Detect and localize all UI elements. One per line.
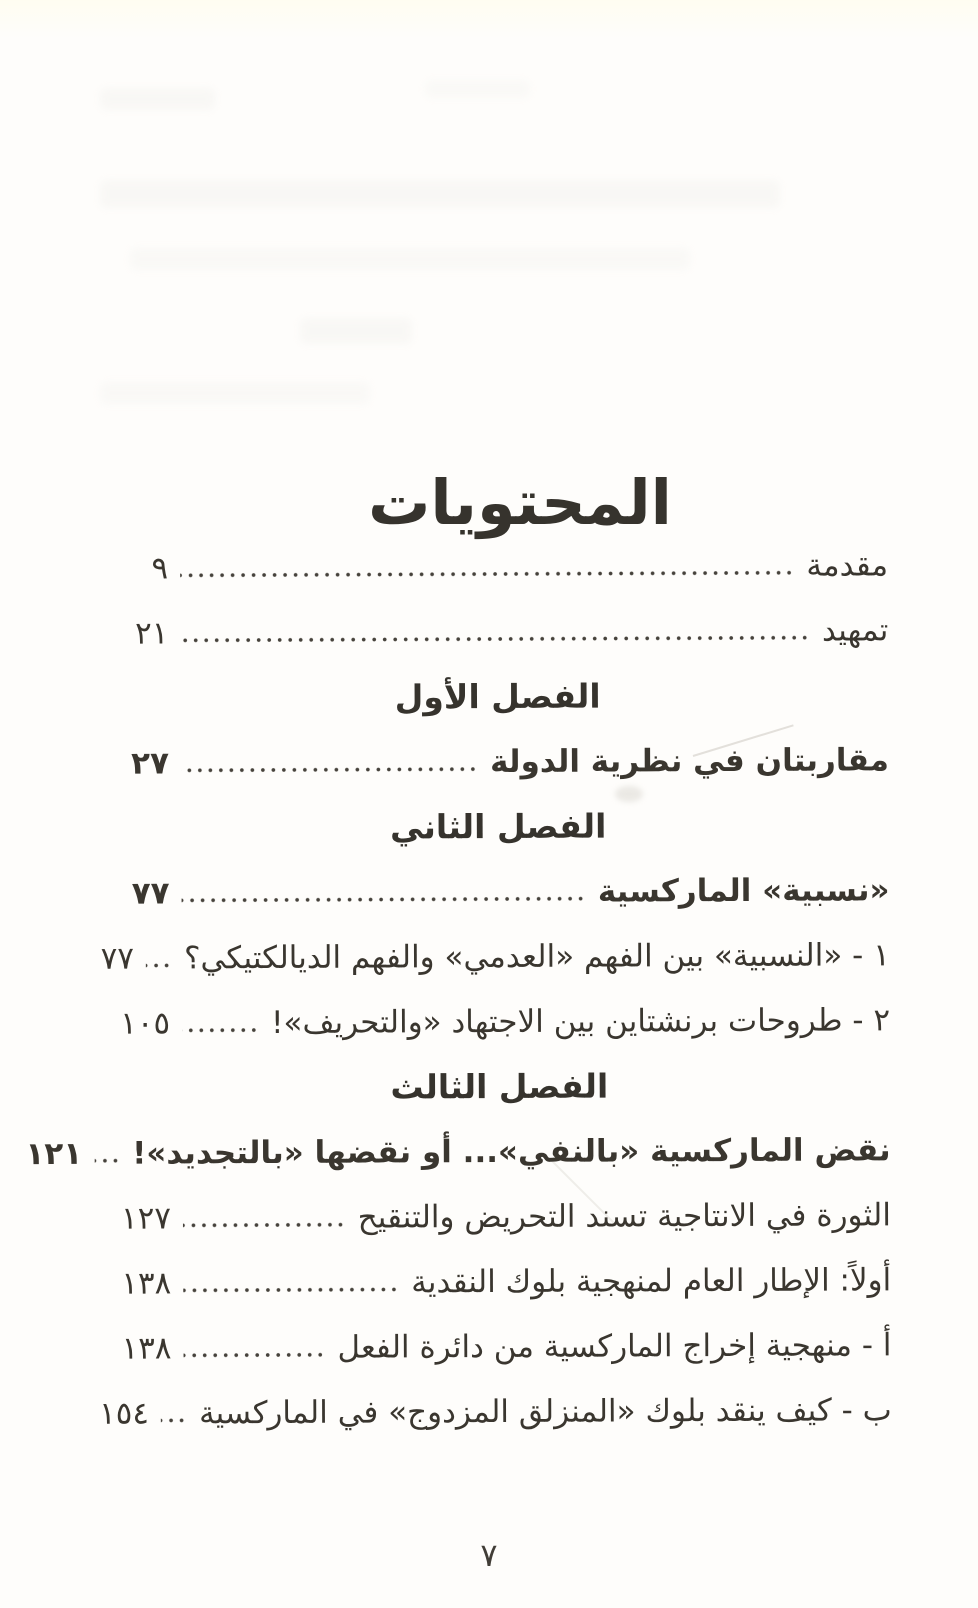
toc-entry <box>98 1388 892 1435</box>
toc-entry-title: أ - منهجية إخراج الماركسية من دائرة الفعل <box>337 1327 892 1366</box>
toc-entry <box>109 1193 891 1240</box>
toc-entry-title: ١ - «النسبية» بين الفهم «العدمي» والفهم الديالكتيكي؟ <box>183 937 890 977</box>
dot-leader <box>180 567 794 582</box>
dot-leader <box>184 1349 326 1362</box>
chapter-heading: الفصل الثالث <box>390 1066 609 1107</box>
toc-entry <box>108 998 890 1045</box>
dot-leader <box>181 763 478 776</box>
toc-entry-page-number: ١٣٨ <box>121 1265 172 1302</box>
toc-entry-page-number: ٢٧ <box>131 745 170 782</box>
toc-entry-page-number: ٩ <box>151 550 169 587</box>
dot-leader <box>94 1155 120 1167</box>
toc-entry-title: ٢ - طروحات برنشتاين بين الاجتهاد «والتحريف»! <box>270 1002 891 1041</box>
toc-entry <box>107 738 889 785</box>
dot-leader <box>183 1219 346 1232</box>
toc-entry-page-number: ١٢٧ <box>120 1200 172 1237</box>
toc-entry-page-number: ١٢١ <box>25 1135 83 1173</box>
toc-entry-page-number: ١٣٨ <box>121 1330 172 1367</box>
toc-entry <box>106 608 888 655</box>
toc-entry <box>107 868 889 915</box>
toc-list <box>25 543 892 1456</box>
dot-leader <box>183 1283 399 1296</box>
dot-leader <box>146 959 172 971</box>
toc-entry-title: الثورة في الانتاجية تسند التحريض والتنقيح <box>357 1197 892 1236</box>
toc-entry <box>25 1128 891 1175</box>
dot-leader <box>180 632 810 647</box>
chapter-heading: الفصل الثاني <box>390 806 607 847</box>
toc-entry <box>100 933 890 980</box>
toc-entry-page-number: ٧٧ <box>100 940 135 977</box>
toc-entry-page-number: ٢١ <box>135 615 169 652</box>
toc-entry-page-number: ١٥٤ <box>98 1395 150 1432</box>
toc-entry <box>109 1323 891 1370</box>
dot-leader <box>182 893 586 907</box>
toc-entry-page-number: ٧٧ <box>131 875 170 912</box>
bleed-through-mark <box>425 80 530 98</box>
dot-leader <box>182 1024 259 1036</box>
toc-entry-title: «نسبية» الماركسية <box>597 872 890 910</box>
bleed-through-mark <box>100 88 215 110</box>
bleed-through-mark <box>130 248 690 270</box>
bleed-through-mark <box>100 382 370 404</box>
toc-entry-title: ب - كيف ينقد بلوك «المنزلق المزدوج» في الماركسية <box>198 1392 892 1432</box>
toc-entry-title: مقاربتان في نظرية الدولة <box>490 742 890 781</box>
page-number: ٧ <box>480 1536 498 1574</box>
toc-entry <box>106 543 888 590</box>
toc-entry <box>109 1258 891 1305</box>
toc-entry-title: نقض الماركسية «بالنفي»... أو نقضها «بالتجديد»! <box>132 1132 891 1172</box>
bleed-through-mark <box>100 180 780 208</box>
toc-entry-title: مقدمة <box>806 547 889 584</box>
toc-entry-page-number: ١٠٥ <box>120 1005 171 1042</box>
toc-entry-title: أولاً: الإطار العام لمنهجية بلوك النقدية <box>411 1262 892 1301</box>
page-title: المحتويات <box>368 465 672 539</box>
toc-entry-title: تمهيد <box>821 612 889 649</box>
bleed-through-mark <box>300 318 412 344</box>
chapter-heading: الفصل الأول <box>394 676 601 717</box>
dot-leader <box>161 1414 187 1426</box>
